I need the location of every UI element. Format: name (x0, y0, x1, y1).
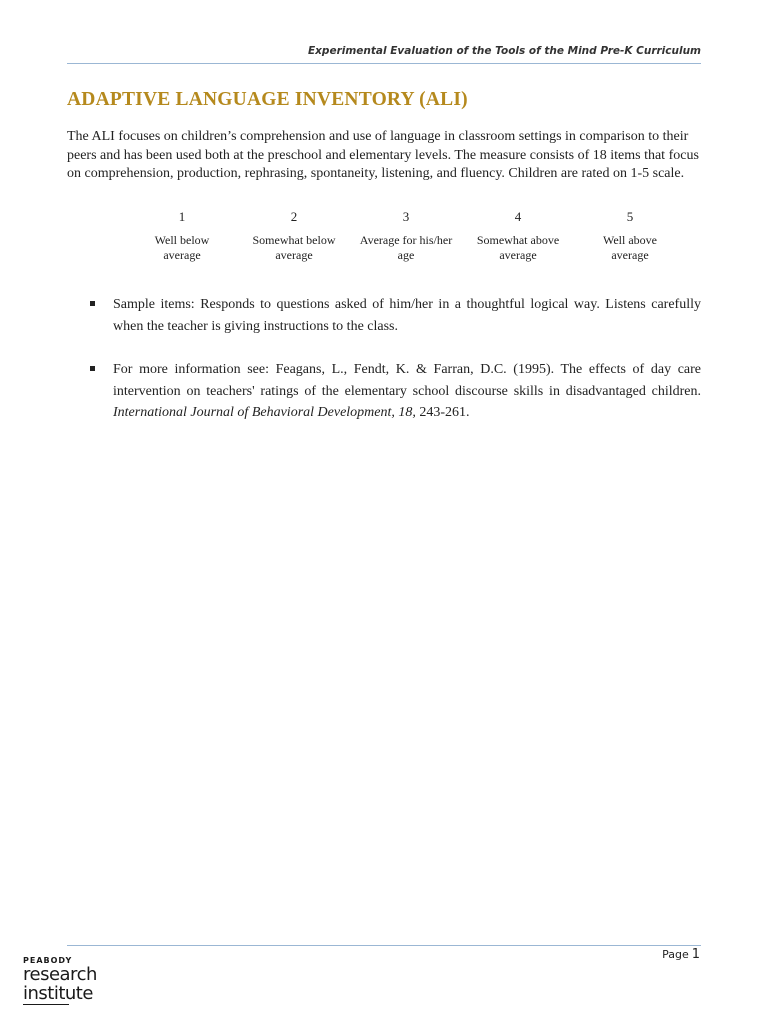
scale-label: Well above average (602, 233, 657, 262)
rating-scale-table (126, 209, 686, 263)
scale-number: 5 (626, 209, 634, 224)
bullet-square-icon (90, 366, 95, 371)
scale-label: Average for his/her age (359, 233, 453, 262)
intro-paragraph: The ALI focuses on children’s comprehension and use of language in classroom settings in comparison to their peers and has been used both at the preschool and elementary levels. The measure consists of 18 items that focus on comprehension, production, rephrasing, spontaneity, listening, and fluency. Children are rated on 1-5 scale. (67, 129, 699, 181)
scale-label: Well below average (154, 233, 210, 262)
scale-number: 4 (514, 209, 522, 224)
scale-label: Somewhat below average (252, 233, 336, 262)
journal-title: International Journal of Behavioral Development, 18, (113, 405, 416, 420)
header-divider (67, 63, 701, 64)
section-title: ADAPTIVE LANGUAGE INVENTORY (ALI) (67, 89, 468, 110)
bullet-square-icon (90, 301, 95, 306)
running-header: Experimental Evaluation of the Tools of the Mind Pre-K Curriculum (307, 45, 701, 57)
peabody-logo: PEABODY research institute (23, 956, 97, 1004)
scale-label: Somewhat above average (476, 233, 560, 262)
scale-number: 3 (402, 209, 410, 224)
page-number: Page 1 (662, 947, 700, 962)
scale-number: 1 (178, 209, 186, 224)
bullet-list (88, 294, 701, 446)
footer-divider (67, 945, 701, 946)
sample-items-bullet: Sample items: Responds to questions asked of him/her in a thoughtful logical way. Listens carefully when the teacher is giving instructions to the class. (88, 294, 701, 337)
more-info-bullet: For more information see: Feagans, L., Fendt, K. & Farran, D.C. (1995). The effects of day care intervention on teachers' ratings of the elementary school discourse skills in disadvantaged children. International Journal of Behavioral Development, 18, 243-261. (88, 359, 701, 424)
scale-number: 2 (290, 209, 298, 224)
